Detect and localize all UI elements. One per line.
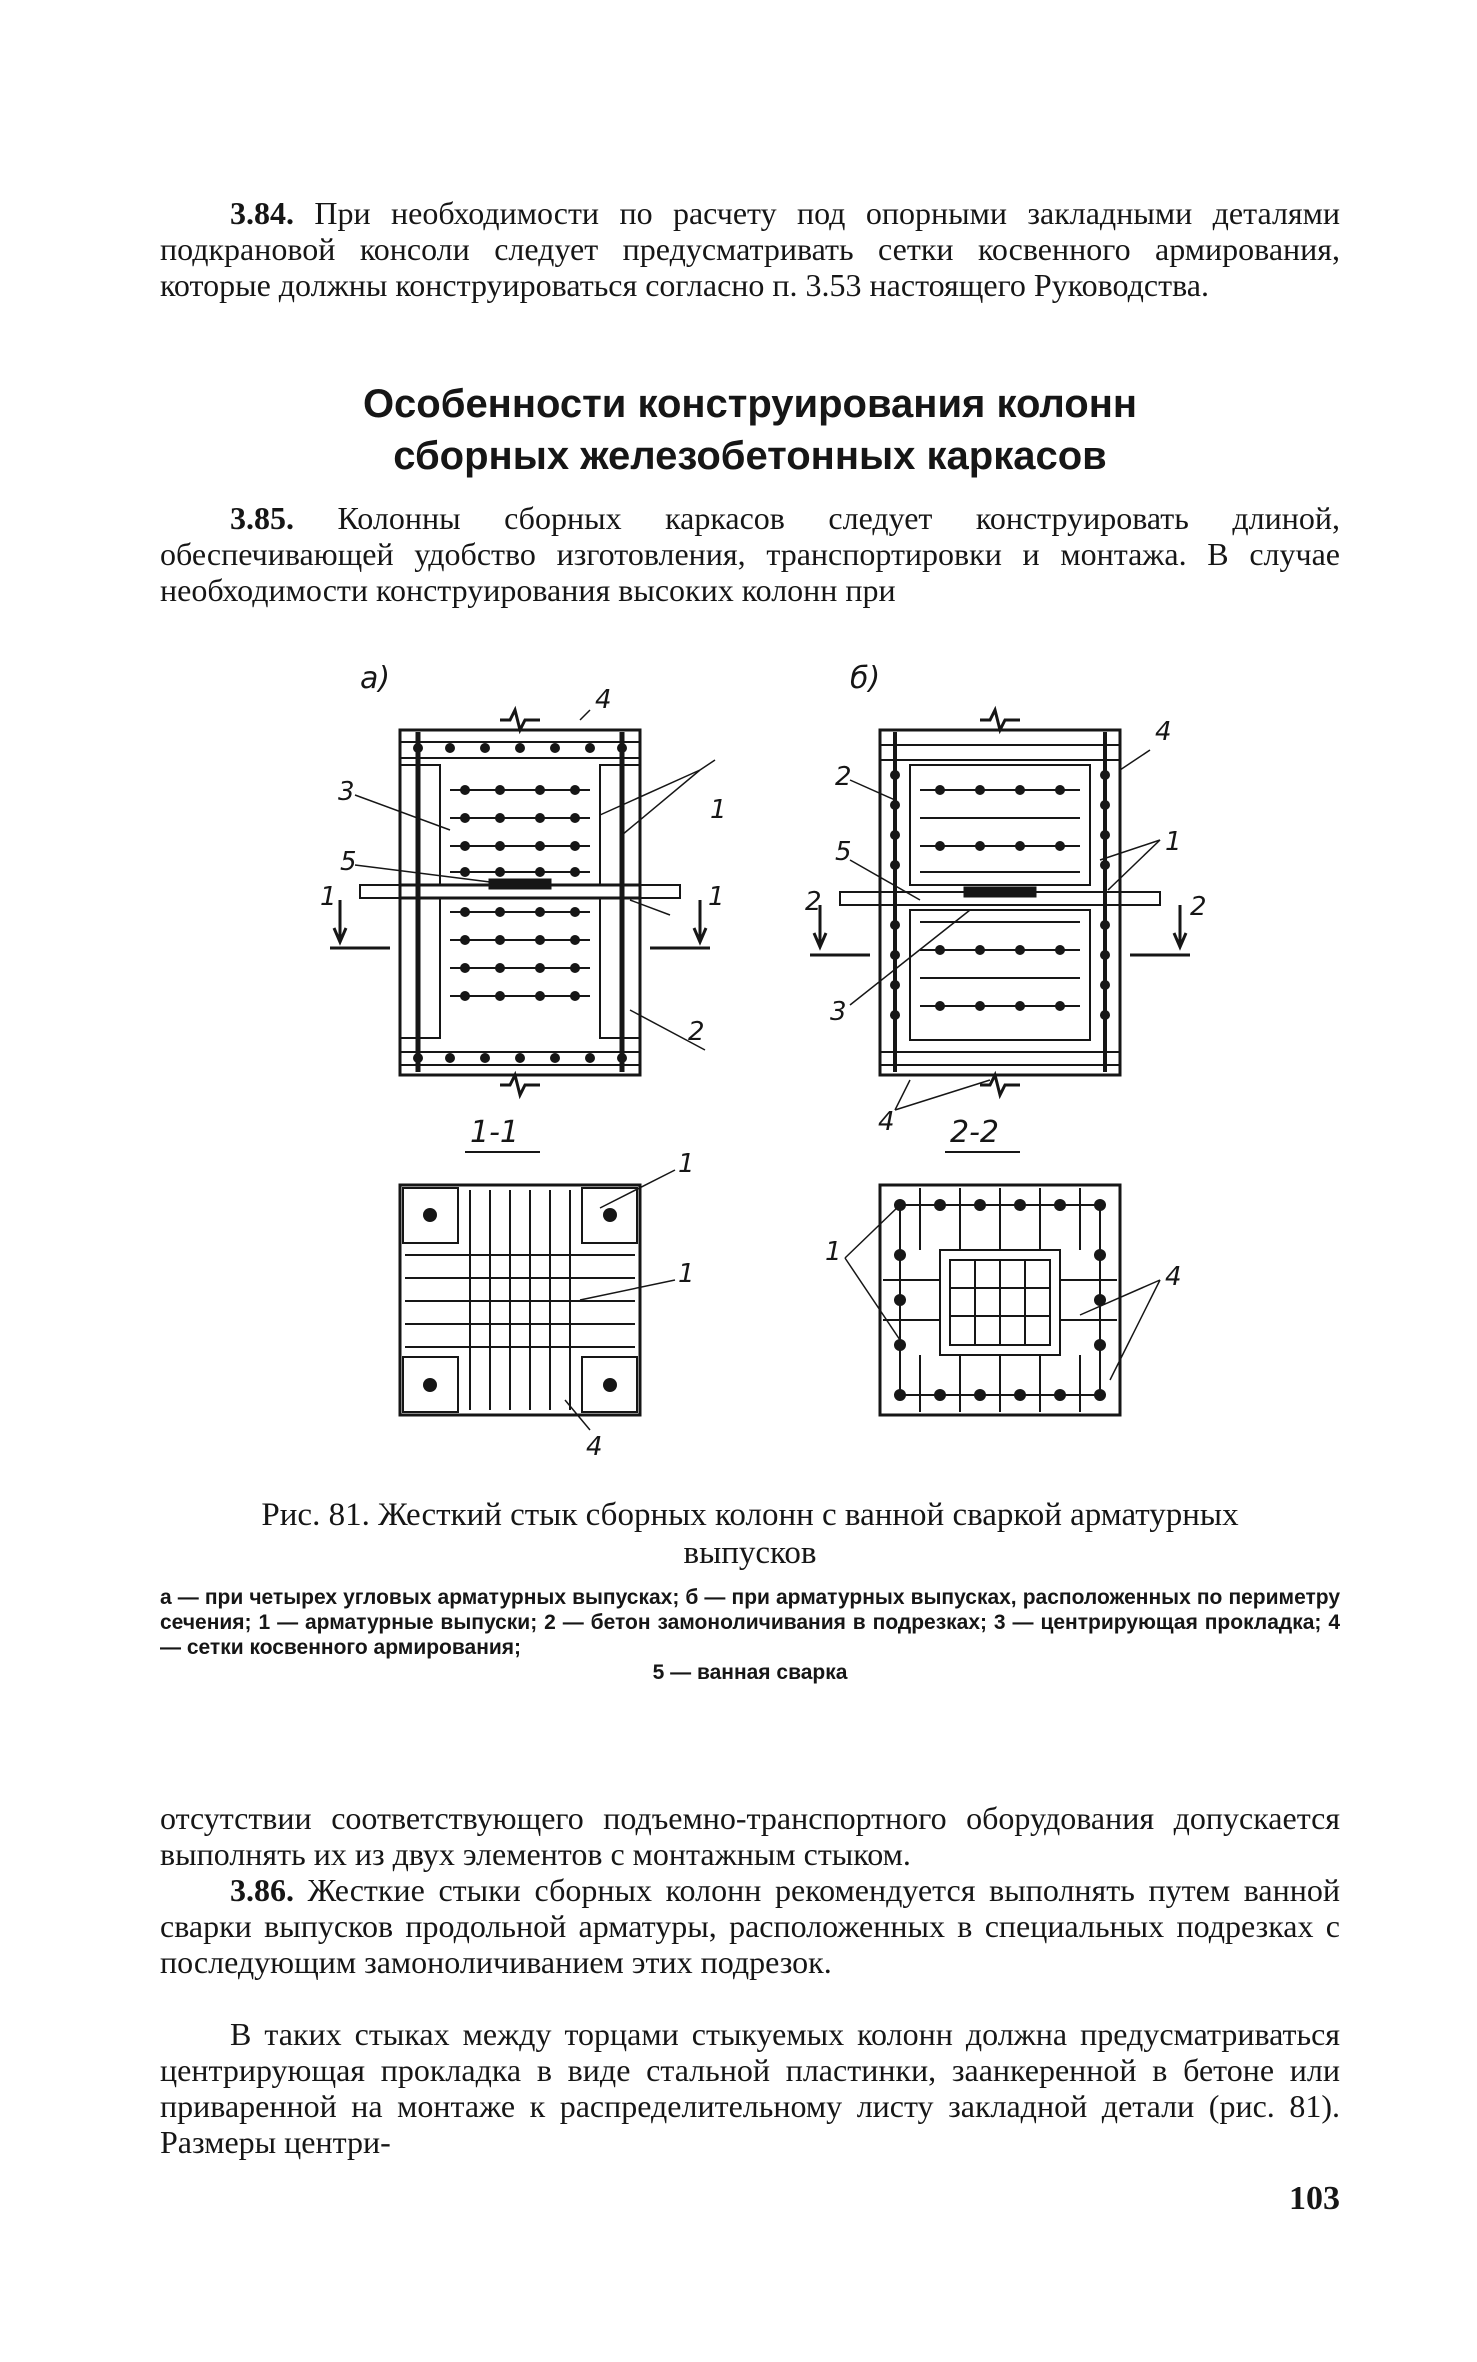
heading-line-2: сборных железобетонных каркасов [393, 434, 1107, 478]
elevation-a [330, 710, 715, 1095]
callout-4: 4 [878, 1107, 895, 1137]
paragraph-3-85 [160, 500, 1340, 608]
paragraph-continuation: отсутствии соответствующего подъемно-транспортного оборудования допускается выполнять их из двух элементов с монтажным стыком. [160, 1800, 1340, 1872]
paragraph-3-84 [160, 195, 1340, 303]
page-number: 103 [1289, 2180, 1340, 2217]
figure-caption-title: Рис. 81. Жесткий стык сборных колонн с ванной сваркой арматурных выпусков [261, 1497, 1239, 1571]
callout-1: 1 [678, 1149, 695, 1179]
paragraph-text: Колонны сборных каркасов следует конструировать длиной, обеспечивающей удобство изготовления, транспортировки и монтажа. В случае необходимости конструирования высоких колонн при [160, 500, 1341, 608]
callout-1: 1 [708, 882, 725, 912]
paragraph-number: 3.85. [230, 500, 294, 536]
callout-2: 2 [1190, 892, 1207, 922]
paragraph-3-86 [160, 1872, 1340, 1980]
callout-2: 2 [805, 887, 822, 917]
elevation-b [810, 710, 1190, 1110]
callout-1: 1 [678, 1259, 695, 1289]
paragraph-last: В таких стыках между торцами стыкуемых колонн должна предусматриваться центрирующая прокладка в виде стальной пластинки, заанкеренной в бетоне или приваренной на монтаже к распределительному листу закладной детали (рис. 81). Размеры центри- [160, 2016, 1340, 2160]
label-a: а) [360, 661, 391, 696]
figure-caption-legend [160, 1585, 1340, 1685]
callout-3: 3 [830, 997, 847, 1027]
callout-2: 2 [835, 762, 852, 792]
heading-line-1: Особенности конструирования колонн [362, 382, 1138, 426]
callout-1: 1 [710, 795, 727, 825]
callout-4: 4 [1155, 717, 1172, 747]
section-heading [160, 378, 1340, 482]
callout-1: 1 [320, 882, 337, 912]
callout-1: 1 [1165, 827, 1182, 857]
section-label-1-1: 1-1 [470, 1115, 519, 1150]
callout-5: 5 [340, 847, 357, 877]
legend-last: 5 — ванная сварка [652, 1661, 848, 1684]
figure-81-drawing [300, 660, 1207, 1462]
callout-2: 2 [688, 1017, 705, 1047]
paragraph-number: 3.84. [230, 195, 294, 231]
paragraph-text: Жесткие стыки сборных колонн рекомендуется выполнять путем ванной сварки выпусков продольной арматуры, расположенных в специальных подрезках с последующим замоноличиванием этих подрезок. [160, 1872, 1341, 1980]
callout-5: 5 [835, 837, 852, 867]
section-1-1 [400, 1152, 675, 1430]
section-label-2-2: 2-2 [950, 1115, 999, 1150]
label-b: б) [850, 661, 881, 696]
paragraph-number: 3.86. [230, 1872, 294, 1908]
callout-1: 1 [825, 1237, 842, 1267]
paragraph-text: При необходимости по расчету под опорными закладными деталями подкрановой консоли следует предусматривать сетки косвенного армирования, которые должны конструироваться согласно п. 3.53 настоящего Руководства. [160, 195, 1341, 303]
rebar-dots [413, 743, 1110, 1401]
callout-3: 3 [338, 777, 355, 807]
callout-4: 4 [586, 1432, 603, 1462]
section-2-2 [845, 1152, 1160, 1415]
callout-4: 4 [1165, 1262, 1182, 1292]
callout-4: 4 [595, 685, 612, 715]
legend-main: а — при четырех угловых арматурных выпусках; б — при арматурных выпусках, расположенных по периметру сечения; 1 — арматурные выпуски; 2 — бетон замоноличивания в подрезках; 3 — центрирующая прокладка; 4 — сетки косвенного армирования; [160, 1586, 1340, 1659]
